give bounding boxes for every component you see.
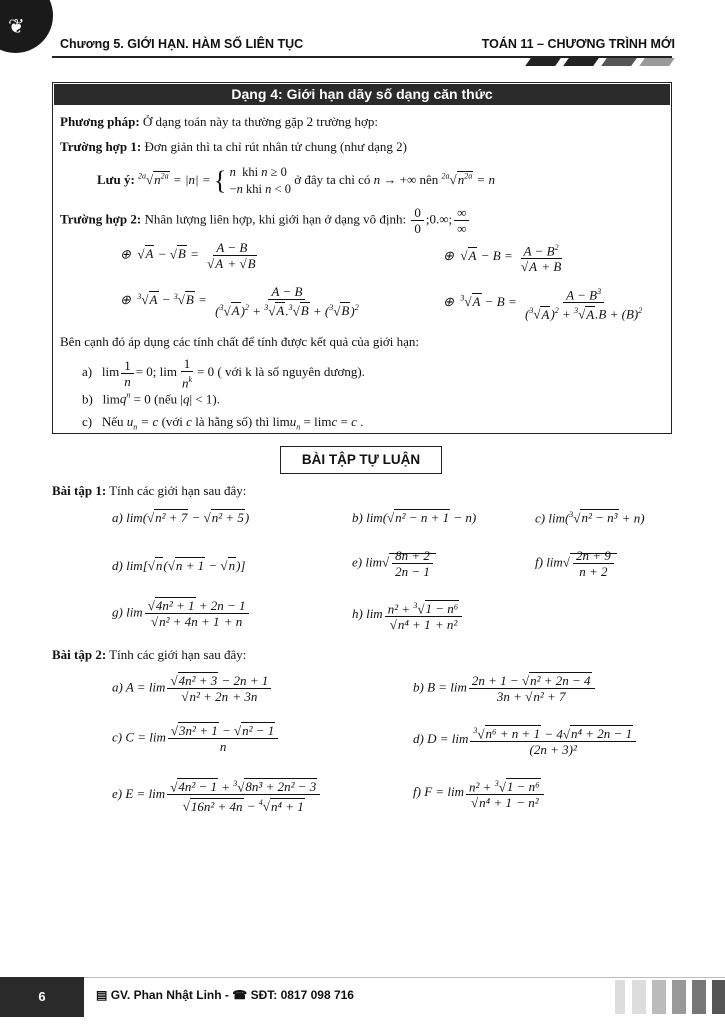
footer-stripe (615, 980, 625, 1014)
footer-stripe (692, 980, 706, 1014)
ex2-d: d) D = lim $\frac{^3√n^6 + n + 1 - 4√n^4 + 2n - 1}{\text{(2n + 3)²}}$ (413, 723, 638, 757)
exercise-2-heading: Bài tập 2: Tính các giới hạn sau đây: (52, 647, 247, 662)
header-stripe (601, 58, 637, 66)
ex1-b: b) lim(√n² − n + 1 − n) (352, 510, 477, 525)
header-stripe (639, 58, 675, 66)
formula-4: ⊕ $^3$√A − B = $\frac{A - B^3}{(^3√A)^2 + ^3√A.B + (B)^2}$ (443, 284, 647, 322)
case1-line: Trường hợp 1: Đơn giản thì ta chỉ rút nhân tử chung (như dạng 2) (60, 139, 407, 154)
property-b: b) limq$^n$ = 0 (nếu |q| < 1). (82, 391, 220, 407)
footer-stripe (712, 980, 725, 1014)
ex2-f: f) F = lim $\frac{n^2 + ^3√1 - n^6}{\text{√n⁴ + 1 − n²}}$ (413, 776, 546, 810)
formula-2: ⊕ √A − B = $\frac{A - B^2}{√A + B}$ (443, 240, 566, 274)
footer-stripe (672, 980, 686, 1014)
ex1-f: f) lim√ $\frac{2n + 9}{n + 2}$ (535, 548, 617, 579)
besides-line: Bên cạnh đó áp dụng các tính chất để tính được kết quả của giới hạn: (60, 334, 420, 349)
property-c: c) Nếu $u_n = c$ (với c là hằng số) thì limu$_n$ = limc = c . (82, 414, 364, 432)
ex1-a: a) lim(√n² + 7 − √n² + 5) (112, 510, 250, 525)
phone-icon: ☎ (232, 988, 248, 1002)
ex2-b: b) B = lim $\frac{\text{2n + 1 − √n² + 2n − 4}}{\text{3n + √n² + 7}}$ (413, 673, 597, 704)
ex1-c: c) lim($^3$√n² − n³ + n) (535, 510, 645, 526)
document-icon: ▤ (96, 988, 108, 1002)
method-line: Phương pháp: Ở dạng toán này ta thường gặp 2 trường hợp: (60, 114, 379, 129)
formula-1: ⊕ √A − √B = $\frac{A - B}{√A + √B}$ (120, 240, 256, 271)
property-a: a) lim $\frac{1}{n}$ = 0; lim $\frac{1}{n^k}$ = 0 ( với k là số nguyên dương). (82, 356, 365, 391)
course-title: TOÁN 11 – CHƯƠNG TRÌNH MỚI (481, 37, 675, 51)
ex1-e: e) lim√ $\frac{8n + 2}{2n - 1}$ (352, 548, 436, 579)
chapter-title: Chương 5. GIỚI HẠN. HÀM SỐ LIÊN TỤC (60, 37, 304, 51)
box-title: Dạng 4: Giới hạn dãy số dạng căn thức (54, 84, 670, 105)
footer-stripe (652, 980, 666, 1014)
exercise-1-heading: Bài tập 1: Tính các giới hạn sau đây: (52, 483, 247, 498)
note-line: Lưu ý: $^{2a}√n^{2a} = |n|$ = { n khi n ≥ 0 −n khi n < 0 ở đây ta chỉ có n → +∞ nên $^{2a}√n^{2a} = n$ (97, 165, 495, 196)
page-number: 6 (0, 977, 84, 1017)
ex2-a: a) A = lim $\frac{\text{√4n² + 3 − 2n + 1}}{\text{√n² + 2n + 3n}}$ (112, 673, 273, 704)
case2-line: Trường hợp 2: Nhân lượng liên hợp, khi giới hạn ở dạng vô định: $\frac{0}{0}$ ;0.∞; $\frac{\infty}{\infty}$ (60, 205, 471, 236)
ex1-g: g) lim $\frac{\text{√4n² + 1 + 2n − 1}}{\text{√n² + 4n + 1 + n}}$ (112, 598, 251, 629)
footer-stripe (632, 980, 646, 1014)
ex2-e: e) E = lim $\frac{√4n^2 - 1 + ^3√8n^3 + 2n^2 - 3}{√16n^2 + 4n - ^4√n^4 + 1}$ (112, 776, 322, 814)
footer-author: ▤ GV. Phan Nhật Linh - ☎ SĐT: 0817 098 716 (96, 988, 354, 1002)
ex1-d: d) lim[√n(√n + 1 − √n)] (112, 558, 246, 573)
section-title: BÀI TẬP TỰ LUẬN (280, 446, 442, 474)
header-stripe (563, 58, 599, 66)
header-stripe (525, 58, 561, 66)
logo-icon: ❦ (8, 16, 25, 38)
formula-3: ⊕ $^3$√A − $^3$√B = $\frac{A - B}{(^3√A)^2 + ^3√A.^3√B + (^3√B)^2}$ (120, 284, 359, 319)
ex2-c: c) C = lim $\frac{\text{√3n² + 1 − √n² − 1}}{n}$ (112, 723, 280, 754)
ex1-h: h) lim $\frac{n^2 + ^3√1 - n^6}{\text{√n⁴ + 1 + n²}}$ (352, 598, 464, 632)
